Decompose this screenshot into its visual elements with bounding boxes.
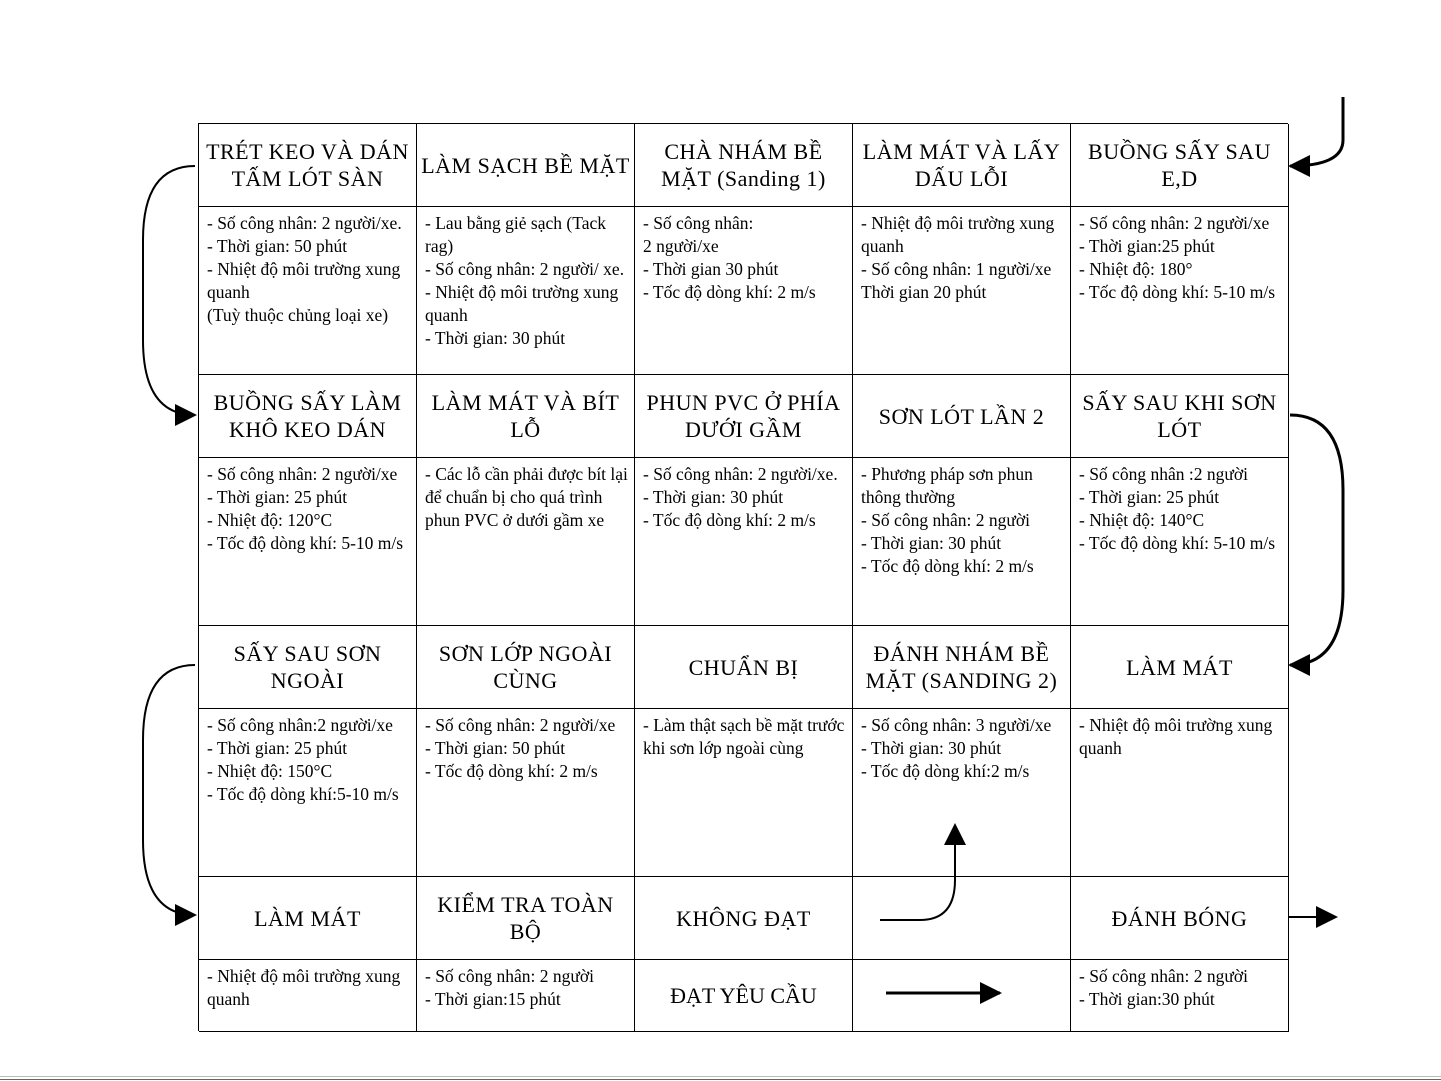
step-title-r3c5: LÀM MÁT <box>1071 626 1289 709</box>
step-desc-r1c1: - Số công nhân: 2 người/xe. - Thời gian: 50 phút - Nhiệt độ môi trường xung quanh (Tuỳ thuộc chủng loại xe) <box>199 207 417 375</box>
step-title-r2c2: LÀM MÁT VÀ BÍT LỖ <box>417 375 635 458</box>
step-title-r3c4: ĐÁNH NHÁM BỀ MẶT (SANDING 2) <box>853 626 1071 709</box>
step-title-r2c4: SƠN LÓT LẦN 2 <box>853 375 1071 458</box>
step-desc-r2c2: - Các lỗ cần phải được bít lại để chuẩn bị cho quá trình phun PVC ở dưới gầm xe <box>417 458 635 626</box>
step-title-r3c2: SƠN LỚP NGOÀI CÙNG <box>417 626 635 709</box>
step-desc-r1c3: - Số công nhân: 2 người/xe - Thời gian 30 phút - Tốc độ dòng khí: 2 m/s <box>635 207 853 375</box>
step-desc-r2c4: - Phương pháp sơn phun thông thường - Số công nhân: 2 người - Thời gian: 30 phút - Tốc độ dòng khí: 2 m/s <box>853 458 1071 626</box>
step-title-r3c3: CHUẨN BỊ <box>635 626 853 709</box>
step-desc-r1c5: - Số công nhân: 2 người/xe - Thời gian:25 phút - Nhiệt độ: 180° - Tốc độ dòng khí: 5-10 m/s <box>1071 207 1289 375</box>
flow-arrow-right-1 <box>1290 415 1343 665</box>
step-desc-r3c2: - Số công nhân: 2 người/xe - Thời gian: 50 phút - Tốc độ dòng khí: 2 m/s <box>417 709 635 877</box>
step-desc-r2c3: - Số công nhân: 2 người/xe. - Thời gian: 30 phút - Tốc độ dòng khí: 2 m/s <box>635 458 853 626</box>
step-title-r1c4: LÀM MÁT VÀ LẤY DẤU LỖI <box>853 124 1071 207</box>
flow-arrow-fail-loop <box>880 825 955 920</box>
step-title-r1c1: TRÉT KEO VÀ DÁN TẤM LÓT SÀN <box>199 124 417 207</box>
step-desc-r3c4: - Số công nhân: 3 người/xe - Thời gian: 30 phút - Tốc độ dòng khí:2 m/s <box>853 709 1071 877</box>
pass-label: ĐẠT YÊU CẦU <box>635 960 853 1032</box>
step-title-r2c3: PHUN PVC Ở PHÍA DƯỚI GẦM <box>635 375 853 458</box>
step-desc-r4c5: - Số công nhân: 2 người - Thời gian:30 phút <box>1071 960 1289 1032</box>
step-title-r1c5: BUỒNG SẤY SAU E,D <box>1071 124 1289 207</box>
step-title-r4c3: KHÔNG ĐẠT <box>635 877 853 960</box>
step-desc-r1c4: - Nhiệt độ môi trường xung quanh - Số công nhân: 1 người/xe Thời gian 20 phút <box>853 207 1071 375</box>
step-desc-r3c3: - Làm thật sạch bề mặt trước khi sơn lớp ngoài cùng <box>635 709 853 877</box>
step-title-r4c1: LÀM MÁT <box>199 877 417 960</box>
step-title-r3c1: SẤY SAU SƠN NGOÀI <box>199 626 417 709</box>
step-title-r4c2: KIỂM TRA TOÀN BỘ <box>417 877 635 960</box>
flow-arrow-entry <box>1290 97 1343 166</box>
step-desc-r3c1: - Số công nhân:2 người/xe - Thời gian: 25 phút - Nhiệt độ: 150°C - Tốc độ dòng khí:5-10 m/s <box>199 709 417 877</box>
step-desc-r1c2: - Lau bằng giẻ sạch (Tack rag) - Số công nhân: 2 người/ xe. - Nhiệt độ môi trường xung quanh - Thời gian: 30 phút <box>417 207 635 375</box>
step-desc-r4c2: - Số công nhân: 2 người - Thời gian:15 phút <box>417 960 635 1032</box>
step-title-r1c3: CHÀ NHÁM BỀ MẶT (Sanding 1) <box>635 124 853 207</box>
step-title-r2c1: BUỒNG SẤY LÀM KHÔ KEO DÁN <box>199 375 417 458</box>
step-desc-r3c5: - Nhiệt độ môi trường xung quanh <box>1071 709 1289 877</box>
step-desc-r4c1: - Nhiệt độ môi trường xung quanh <box>199 960 417 1032</box>
page-bottom-divider <box>0 1076 1441 1080</box>
step-title-r2c5: SẤY SAU KHI SƠN LÓT <box>1071 375 1289 458</box>
step-title-r1c2: LÀM SẠCH BỀ MẶT <box>417 124 635 207</box>
step-desc-r2c5: - Số công nhân :2 người - Thời gian: 25 phút - Nhiệt độ: 140°C - Tốc độ dòng khí: 5-10 m/s <box>1071 458 1289 626</box>
flow-arrow-left-1 <box>143 166 195 415</box>
step-title-r4c5: ĐÁNH BÓNG <box>1071 877 1289 960</box>
step-desc-r2c1: - Số công nhân: 2 người/xe - Thời gian: 25 phút - Nhiệt độ: 120°C - Tốc độ dòng khí: 5-10 m/s <box>199 458 417 626</box>
flow-arrow-left-2 <box>143 665 195 915</box>
